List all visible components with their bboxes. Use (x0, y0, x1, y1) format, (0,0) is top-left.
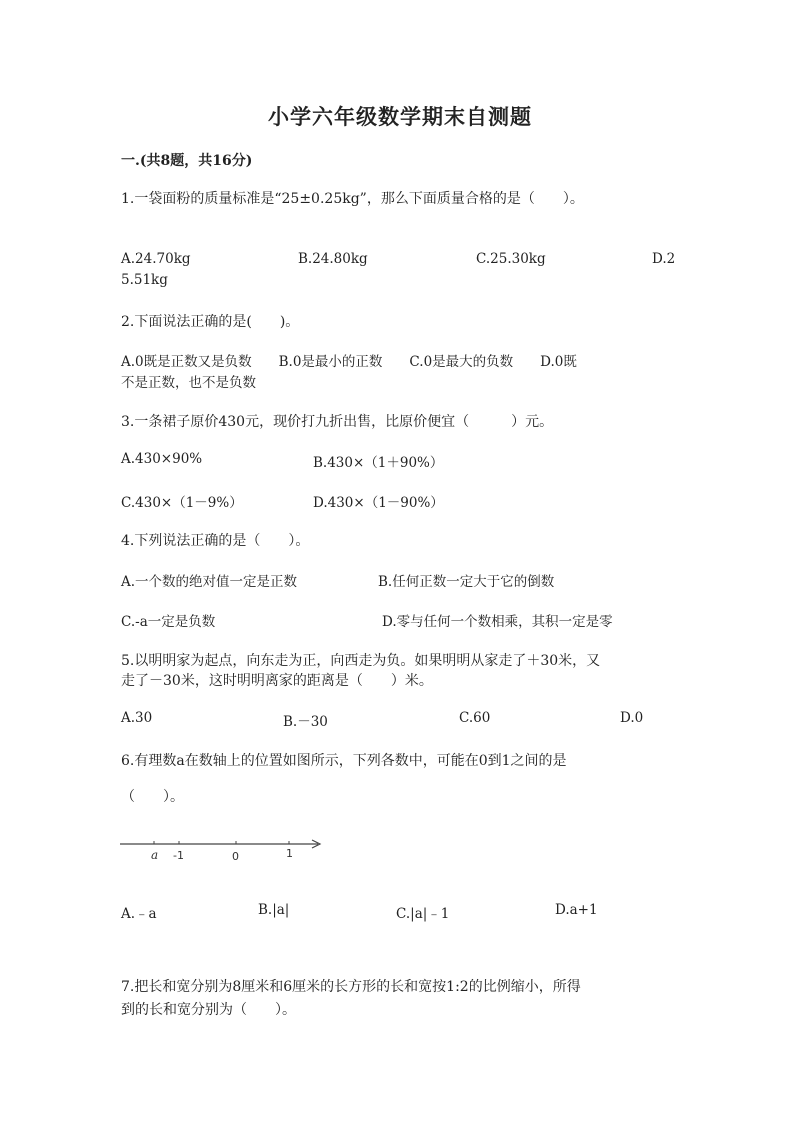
question-4-option-b: B.任何正数一定大于它的倒数 (378, 574, 555, 590)
question-1-option-d: D.2 (652, 251, 676, 267)
page-title: 小学六年级数学期末自测题 (268, 104, 532, 129)
question-7-stem-line1: 7.把长和宽分别为8厘米和6厘米的长方形的长和宽按1:2的比例缩小，所得 (121, 979, 581, 995)
question-2-options-line1: A.0既是正数又是负数 B.0是最小的正数 C.0是最大的负数 D.0既 (121, 354, 577, 370)
question-6-option-b: B.|a| (258, 902, 290, 918)
question-1-option-a: A.24.70kg (121, 251, 191, 267)
question-5-stem-line1: 5.以明明家为起点，向东走为正，向西走为负。如果明明从家走了＋30米，又 (121, 653, 601, 669)
question-5-stem-line2: 走了－30米，这时明明离家的距离是（ ）米。 (121, 673, 433, 689)
label-0: 0 (232, 850, 239, 863)
question-5-option-c: C.60 (459, 710, 491, 726)
question-1-option-b: B.24.80kg (298, 251, 368, 267)
question-7-stem-line2: 到的长和宽分别为（ ）。 (121, 1002, 296, 1018)
question-6-option-a: A.﹣a (121, 906, 157, 922)
question-3-option-c: C.430×（1－9%） (121, 495, 243, 511)
question-5-option-b: B.－30 (283, 714, 328, 730)
question-1-option-d-wrap: 5.51kg (121, 272, 168, 288)
question-4-option-c: C.-a一定是负数 (121, 614, 216, 630)
question-6-stem-line1: 6.有理数a在数轴上的位置如图所示，下列各数中，可能在0到1之间的是 (121, 753, 567, 769)
label-a: a (151, 848, 159, 862)
question-6-option-d: D.a+1 (555, 902, 598, 918)
question-1-option-c: C.25.30kg (476, 251, 546, 267)
question-3-option-a: A.430×90% (121, 451, 203, 467)
question-4-option-a: A.一个数的绝对值一定是正数 (121, 574, 298, 590)
question-6-stem-line2: （ ）。 (121, 789, 184, 805)
question-2-options-line2: 不是正数，也不是负数 (121, 375, 256, 391)
label-1: 1 (286, 847, 293, 860)
question-4-option-d: D.零与任何一个数相乘，其积一定是零 (382, 614, 613, 630)
question-3-option-b: B.430×（1＋90%） (313, 455, 444, 471)
question-5-option-d: D.0 (620, 710, 644, 726)
number-line-figure (118, 834, 328, 864)
question-6-option-c: C.|a|﹣1 (396, 906, 450, 922)
question-3-option-d: D.430×（1－90%） (313, 495, 444, 511)
question-4-stem: 4.下列说法正确的是（ ）。 (121, 533, 310, 549)
question-3-stem: 3.一条裙子原价430元，现价打九折出售，比原价便宜（ ）元。 (121, 414, 554, 430)
question-5-option-a: A.30 (121, 710, 153, 726)
section-heading: 一.(共8题，共16分) (121, 153, 253, 169)
question-1-stem: 1.一袋面粉的质量标准是“25±0.25kg”，那么下面质量合格的是（ ）。 (121, 191, 584, 207)
question-2-stem: 2.下面说法正确的是( )。 (121, 314, 300, 330)
label-minus-1: -1 (173, 849, 184, 862)
